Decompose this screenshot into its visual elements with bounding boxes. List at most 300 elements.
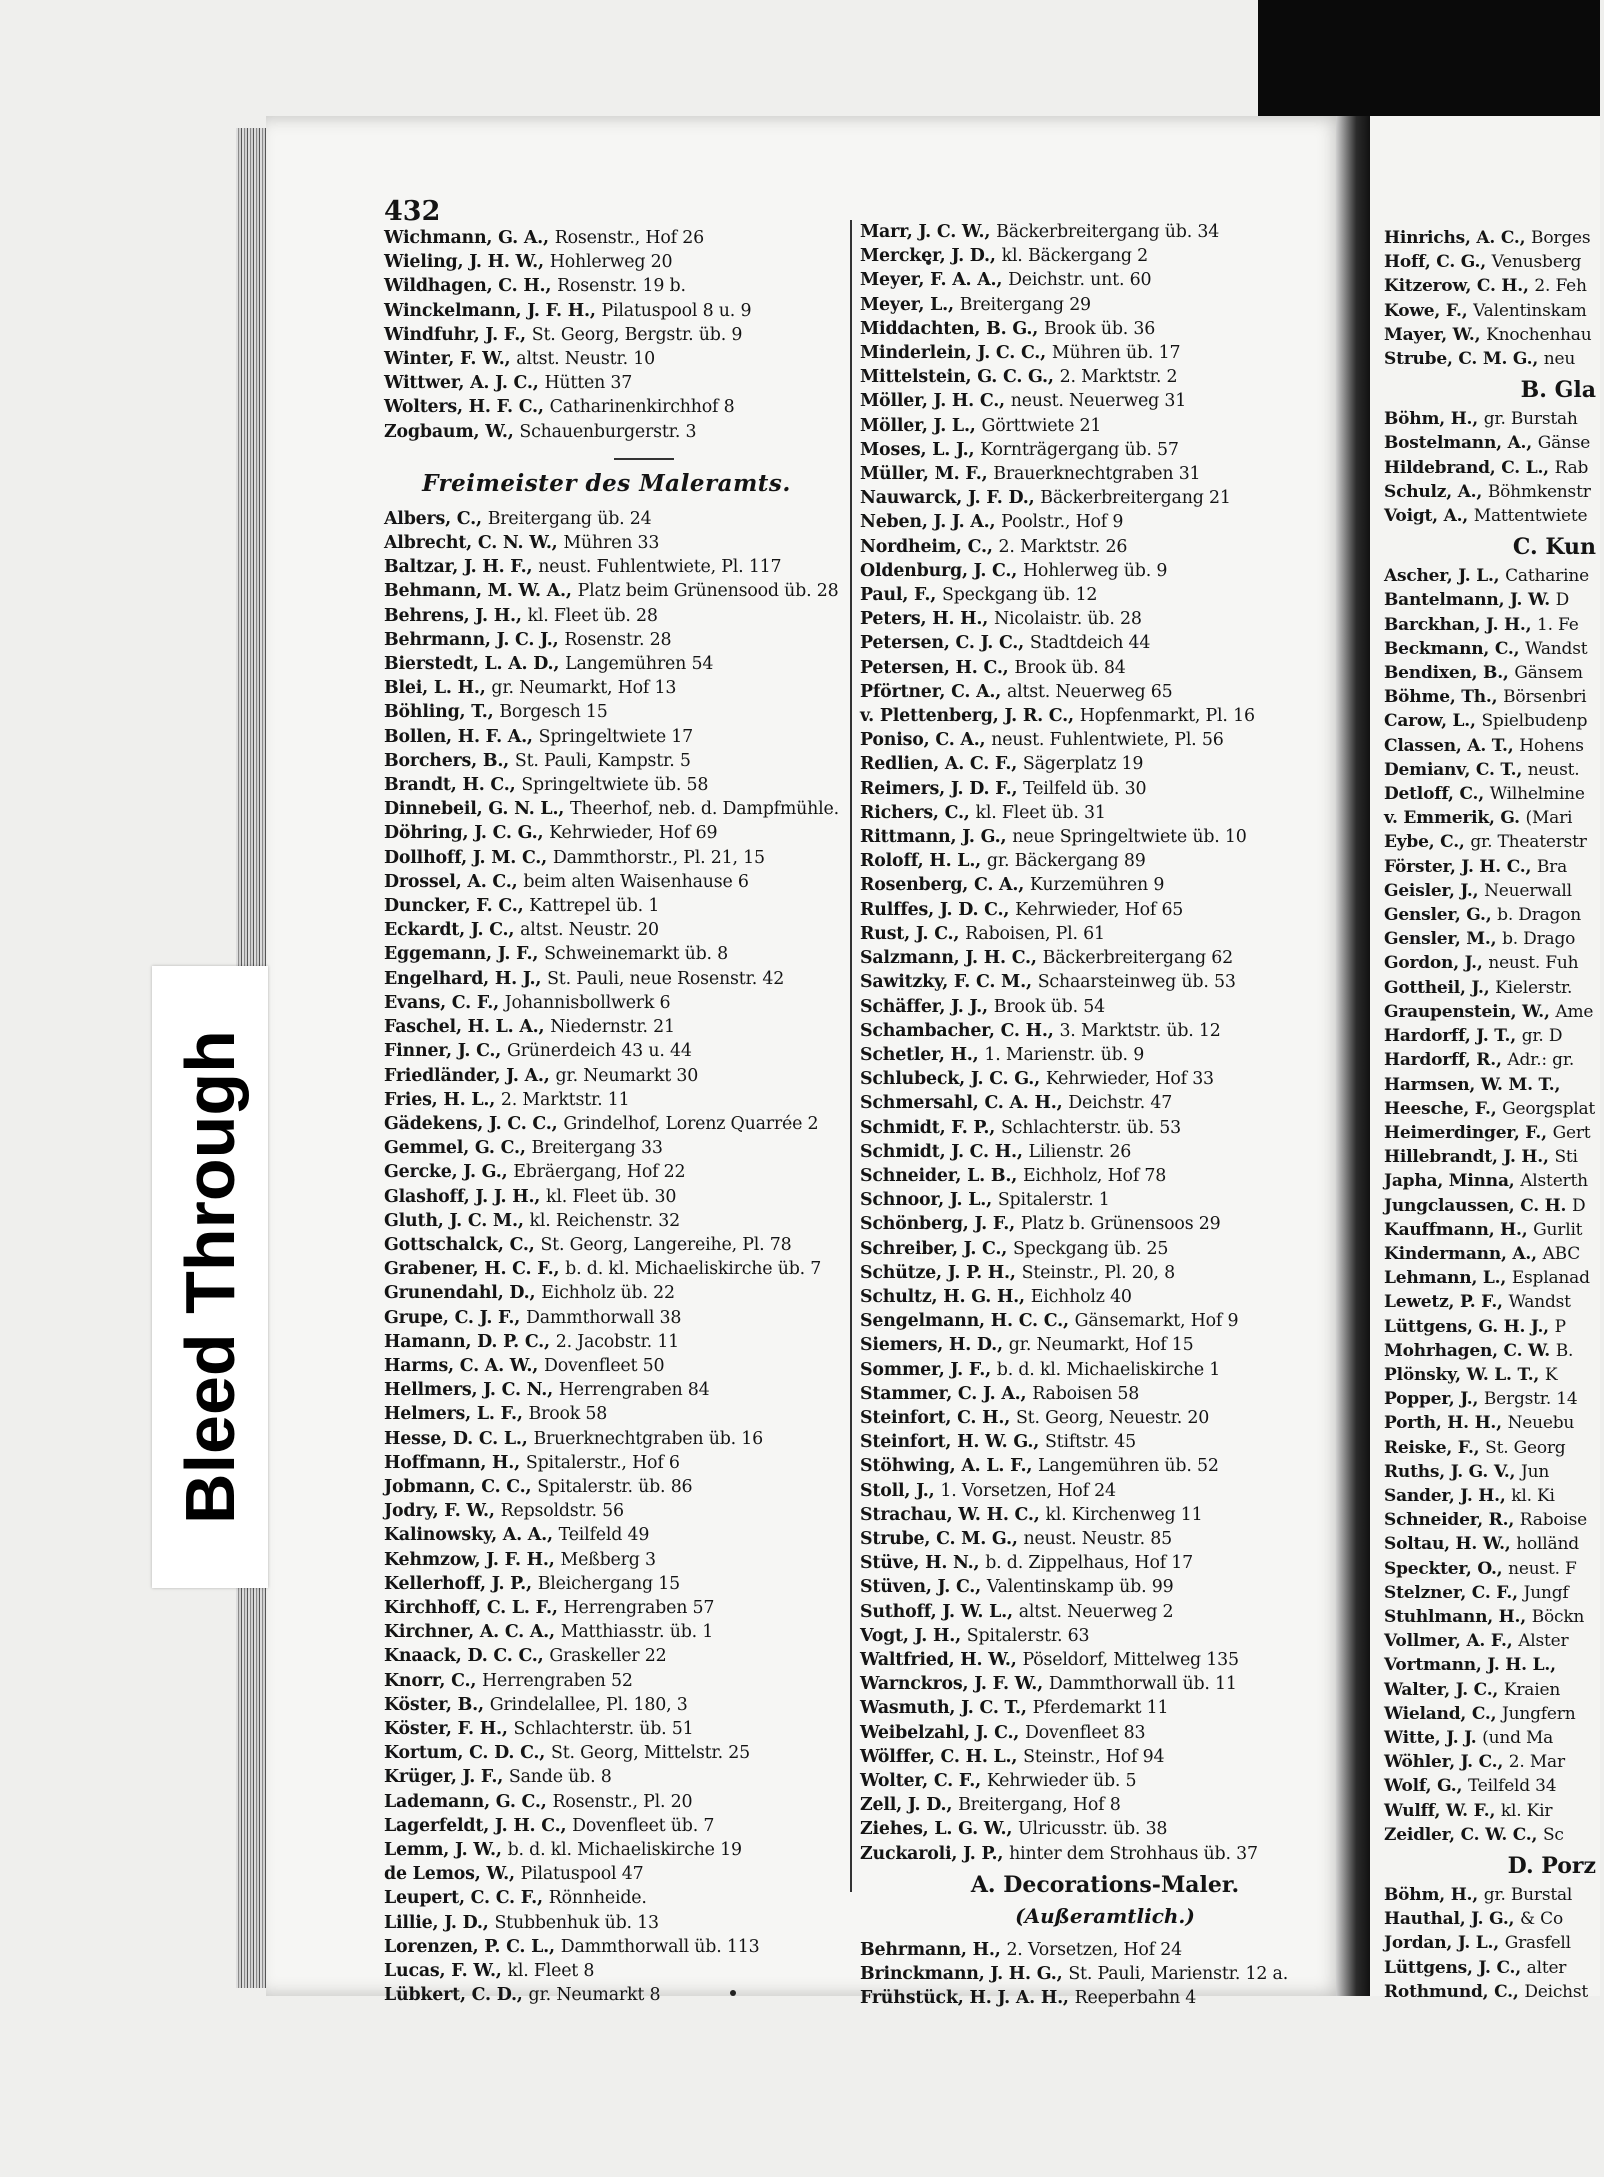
entry-name: Paul, F., [860, 585, 942, 606]
entry-name: Hesse, D. C. L., [384, 1428, 534, 1449]
entry-address: Wilhelmine [1489, 784, 1585, 805]
entry-address: Rönnheide. [548, 1888, 647, 1909]
entry-address: Hopfenmarkt, Pl. 16 [1079, 706, 1255, 727]
entry-address: Kurzemühren 9 [1029, 875, 1165, 896]
entry-address: Schauenburgerstr. 3 [519, 421, 697, 442]
entry-name: Schütze, J. P. H., [860, 1262, 1022, 1283]
directory-entry [384, 1814, 829, 1838]
directory-entry [1384, 1702, 1604, 1726]
directory-entry [860, 995, 1350, 1019]
directory-entry [860, 1285, 1350, 1309]
directory-entry [860, 656, 1350, 680]
entry-name: Detloff, C., [1384, 784, 1490, 805]
entry-address: altst. Neustr. 10 [516, 349, 655, 370]
entry-name: Stoll, J., [860, 1480, 941, 1501]
entry-name: Böhme, Th., [1384, 687, 1504, 708]
entry-name: Wöhler, J. C., [1384, 1752, 1509, 1773]
entry-name: Graupenstein, W., [1384, 1001, 1556, 1022]
entry-name: Zuckaroli, J. P., [860, 1843, 1010, 1864]
entry-address: Teilfeld üb. 30 [1023, 778, 1147, 799]
entry-name: Hoff, C. G., [1384, 252, 1492, 273]
entry-address: Meßberg 3 [560, 1549, 656, 1570]
entry-name: Lüttgens, G. H. J., [1384, 1316, 1555, 1337]
entry-name: Schlubeck, J. C. G., [860, 1069, 1046, 1090]
directory-entry [1384, 927, 1604, 951]
entry-address: 1. Vorsetzen, Hof 24 [940, 1480, 1116, 1501]
decoration-subheading: (Außeramtlich.) [1015, 1903, 1195, 1928]
entry-address: St. Pauli, neue Rosenstr. 42 [547, 968, 785, 989]
directory-entry [1384, 504, 1604, 528]
directory-entry [860, 1503, 1350, 1527]
entry-name: Vollmer, A. F., [1384, 1631, 1519, 1652]
entry-name: Witte, J. J. [1384, 1727, 1483, 1748]
directory-entry [1384, 407, 1604, 431]
directory-entry [860, 1188, 1350, 1212]
entry-address: gr. Neumarkt 30 [555, 1065, 699, 1086]
entry-name: Redlien, A. C. F., [860, 754, 1023, 775]
entry-name: Bierstedt, L. A. D., [384, 654, 566, 675]
entry-name: Voigt, A., [1384, 506, 1474, 527]
entry-address: Stubbenhuk üb. 13 [494, 1912, 659, 1933]
directory-entry [860, 1043, 1350, 1067]
directory-entry [1384, 782, 1604, 806]
entry-name: Marr, J. C. W., [860, 222, 997, 242]
entry-address: kl. Fleet üb. 30 [546, 1186, 677, 1207]
entry-name: Gensler, M., [1384, 929, 1503, 950]
entry-name: Lübkert, C. D., [384, 1985, 529, 2006]
entry-address: hinter dem Strohhaus üb. 37 [1009, 1843, 1258, 1864]
entry-name: Kirchner, A. C. A., [384, 1622, 561, 1643]
entry-address: Schweinemarkt üb. 8 [544, 944, 729, 965]
entry-name: Schmidt, F. P., [860, 1117, 1001, 1138]
entry-name: Plönsky, W. L. T., [1384, 1364, 1545, 1385]
entry-address: Springeltwiete 17 [538, 726, 694, 747]
entry-name: Grunendahl, D., [384, 1283, 542, 1304]
entry-address: Jun [1521, 1461, 1550, 1482]
directory-entry [860, 801, 1350, 825]
directory-entry [384, 1717, 829, 1741]
entry-address: Poolstr., Hof 9 [1001, 512, 1124, 533]
right-column [1384, 226, 1604, 2004]
entry-address: Görttwiete 21 [981, 415, 1102, 436]
entry-address: Sägerplatz 19 [1022, 754, 1144, 775]
directory-entry [1384, 1956, 1604, 1980]
entry-address: Knochenhau [1486, 324, 1592, 345]
directory-entry [1384, 1557, 1604, 1581]
entry-address: Neuerwall [1484, 880, 1572, 901]
entry-name: Heimerdinger, F., [1384, 1122, 1553, 1143]
directory-entry [1384, 1931, 1604, 1955]
directory-entry [860, 1600, 1350, 1624]
entry-name: Richers, C., [860, 802, 976, 823]
entry-name: Faschel, H. L. A., [384, 1017, 551, 1038]
entry-name: Pförtner, C. A., [860, 681, 1007, 702]
entry-name: Lehmann, L., [1384, 1268, 1512, 1289]
entry-name: Meyer, L., [860, 294, 960, 315]
entry-name: Minderlein, J. C. C., [860, 343, 1052, 364]
directory-entry [384, 1015, 829, 1039]
entry-name: Gordon, J., [1384, 953, 1489, 974]
entry-address: Raboisen 58 [1032, 1383, 1140, 1404]
directory-entry [384, 821, 829, 845]
entry-address: St. Pauli, Marienstr. 12 a. [1068, 1964, 1289, 1985]
directory-entry [1384, 250, 1604, 274]
directory-entry [1384, 806, 1604, 830]
entry-address: Dovenfleet 83 [1025, 1722, 1146, 1743]
section-heading: Freimeister des Maleramts. [422, 469, 791, 497]
directory-entry [860, 1067, 1350, 1091]
entry-name: Finner, J. C., [384, 1041, 507, 1062]
entry-name: Wolf, G., [1384, 1776, 1468, 1797]
directory-entry [1384, 734, 1604, 758]
entry-name: Nordheim, C., [860, 536, 999, 557]
entry-address: Lilienstr. 26 [1028, 1141, 1132, 1162]
directory-entry [384, 725, 829, 749]
entry-address: holländ [1516, 1534, 1579, 1555]
directory-entry [384, 846, 829, 870]
bleed-through-label-text: Bleed Through [171, 1030, 249, 1524]
right-heading-d: D. Porz [1507, 1853, 1596, 1879]
directory-entry [384, 1596, 829, 1620]
entry-name: Winckelmann, J. F. H., [384, 300, 602, 321]
entry-name: Hildebrand, C. L., [1384, 457, 1555, 478]
directory-entry [860, 341, 1350, 365]
directory-entry [1384, 1726, 1604, 1750]
directory-entry [1384, 1460, 1604, 1484]
directory-entry [384, 1209, 829, 1233]
directory-entry [860, 317, 1350, 341]
directory-entry [1384, 1883, 1604, 1907]
entry-address: 1. Marienstr. üb. 9 [984, 1044, 1145, 1065]
directory-entry [384, 395, 829, 419]
entry-address: Gänsemarkt, Hof 9 [1074, 1311, 1239, 1332]
directory-entry [384, 1644, 829, 1668]
directory-entry [860, 1575, 1350, 1599]
entry-name: Heesche, F., [1384, 1098, 1503, 1119]
directory-entry [860, 1261, 1350, 1285]
entry-address: Rosenstr. 19 b. [557, 276, 686, 297]
entry-name: Schreiber, J. C., [860, 1238, 1013, 1259]
entry-address: Alster [1518, 1631, 1569, 1652]
entry-address: Springeltwiete üb. 58 [521, 775, 709, 796]
entry-address: Eichholz 40 [1030, 1286, 1132, 1307]
directory-entry [384, 1790, 829, 1814]
entry-address: Breitergang 33 [531, 1138, 663, 1159]
entry-address: neust. Fuhlentwiete, Pl. 56 [991, 730, 1224, 751]
entry-name: Leupert, C. C. F., [384, 1888, 549, 1909]
directory-entry [860, 631, 1350, 655]
directory-entry [384, 1669, 829, 1693]
directory-entry [860, 849, 1350, 873]
entry-address: Gänsem [1514, 663, 1583, 684]
entry-address: Dovenfleet 50 [544, 1355, 665, 1376]
directory-entry [860, 1333, 1350, 1357]
directory-entry [1384, 226, 1604, 250]
directory-list-decoration [860, 1938, 1350, 2011]
entry-address: P [1554, 1316, 1566, 1337]
entry-address: Kehrwieder üb. 5 [986, 1771, 1137, 1791]
entry-name: Borchers, B., [384, 750, 515, 771]
entry-name: Böhm, H., [1384, 409, 1484, 430]
directory-entry [384, 773, 829, 797]
entry-address: Repsoldstr. 56 [500, 1501, 624, 1522]
directory-entry [860, 898, 1350, 922]
entry-address: Gurlit [1533, 1219, 1583, 1240]
entry-name: Hardorff, R., [1384, 1050, 1508, 1071]
entry-name: Stelzner, C. F., [1384, 1582, 1524, 1603]
directory-entry [384, 1523, 829, 1547]
entry-address: Pilatuspool 8 u. 9 [601, 300, 752, 321]
entry-address: Reeperbahn 4 [1074, 1988, 1197, 2009]
entry-address: (Mari [1525, 808, 1573, 829]
entry-address: Kornträgergang üb. 57 [980, 439, 1179, 460]
entry-address: Deichstr. unt. 60 [1008, 270, 1152, 291]
entry-address: 1. Fe [1537, 614, 1579, 635]
entry-name: Glashoff, J. J. H., [384, 1186, 547, 1207]
directory-entry [860, 704, 1350, 728]
directory-entry [1384, 1242, 1604, 1266]
directory-entry [860, 559, 1350, 583]
right-heading-b: B. Gla [1520, 377, 1596, 404]
entry-name: Beckmann, C., [1384, 638, 1526, 659]
entry-address: Steinstr., Pl. 20, 8 [1021, 1262, 1176, 1283]
entry-address: Deichstr. 47 [1068, 1093, 1173, 1114]
entry-name: Förster, J. H. C., [1384, 856, 1537, 877]
entry-address: Ame [1555, 1001, 1594, 1022]
entry-address: b. d. Zippelhaus, Hof 17 [985, 1553, 1194, 1574]
entry-name: Bantelmann, J. W. [1384, 590, 1556, 611]
directory-entry [860, 268, 1350, 292]
entry-address: Teilfeld 34 [1467, 1776, 1557, 1797]
entry-address: Spitalerstr. üb. 86 [537, 1476, 693, 1497]
entry-address: Hohlerweg üb. 9 [1022, 560, 1168, 581]
entry-name: Mohrhagen, C. W. [1384, 1340, 1556, 1361]
entry-name: Friedländer, J. A., [384, 1065, 556, 1086]
entry-name: Kehmzow, J. F. H., [384, 1549, 561, 1570]
directory-entry [1384, 1581, 1604, 1605]
directory-entry [860, 1551, 1350, 1575]
entry-address: Rosenstr., Pl. 20 [552, 1791, 693, 1812]
entry-address: beim alten Waisenhause 6 [523, 871, 749, 892]
directory-entry [1384, 1907, 1604, 1931]
entry-address: Kraien [1503, 1679, 1561, 1700]
directory-entry [1384, 1387, 1604, 1411]
directory-entry [384, 1838, 829, 1862]
directory-entry [860, 752, 1350, 776]
entry-address: Kehrwieder, Hof 69 [549, 823, 718, 844]
directory-entry [860, 438, 1350, 462]
directory-entry [1384, 456, 1604, 480]
entry-name: Schulz, A., [1384, 481, 1488, 502]
directory-entry [384, 700, 829, 724]
bleed-through-label [152, 966, 268, 1588]
directory-entry [1384, 1678, 1604, 1702]
directory-entry [1384, 951, 1604, 975]
directory-entry [384, 1257, 829, 1281]
directory-entry [1384, 1605, 1604, 1629]
entry-address: Deichst [1524, 1981, 1589, 2002]
entry-address: St. Georg, Mittelstr. 25 [551, 1743, 751, 1764]
directory-entry [1384, 299, 1604, 323]
directory-entry [384, 323, 829, 347]
directory-entry [1384, 1774, 1604, 1798]
entry-name: Classen, A. T., [1384, 735, 1520, 756]
directory-entry [1384, 613, 1604, 637]
directory-entry [1384, 685, 1604, 709]
entry-address: Jungf [1523, 1582, 1569, 1603]
entry-name: Lorenzen, P. C. L., [384, 1936, 561, 1957]
entry-address: Grünerdeich 43 u. 44 [507, 1041, 692, 1062]
entry-address: St. Pauli, Kampstr. 5 [514, 750, 691, 771]
directory-entry [384, 894, 829, 918]
entry-address: Raboisen, Pl. 61 [965, 923, 1105, 944]
entry-name: Schäffer, J. J., [860, 996, 994, 1017]
entry-name: Weibelzahl, J. C., [860, 1722, 1026, 1743]
entry-name: Strube, C. M. G., [860, 1528, 1024, 1549]
scanner-background [1258, 0, 1600, 116]
directory-entry [1384, 347, 1604, 371]
entry-address: Valentinskamp üb. 99 [986, 1577, 1174, 1598]
entry-address: 2. Marktstr. 26 [998, 536, 1128, 557]
entry-address: b. d. kl. Michaeliskirche 1 [996, 1359, 1221, 1380]
directory-entry [1384, 855, 1604, 879]
entry-name: Steinfort, C. H., [860, 1407, 1016, 1428]
directory-list-middle [860, 220, 1350, 1866]
directory-entry [1384, 1169, 1604, 1193]
entry-address: Stiftstr. 45 [1044, 1432, 1136, 1453]
entry-name: Schneider, R., [1384, 1510, 1520, 1531]
directory-entry [1384, 480, 1604, 504]
directory-entry [860, 1696, 1350, 1720]
entry-name: Stüve, H. N., [860, 1553, 986, 1574]
entry-name: Ziehes, L. G. W., [860, 1819, 1019, 1840]
section-divider [614, 458, 674, 460]
entry-address: Kehrwieder, Hof 65 [1015, 899, 1184, 920]
entry-name: Wichmann, G. A., [384, 228, 555, 248]
directory-entry [860, 486, 1350, 510]
book-gutter [1336, 116, 1370, 1996]
entry-address: Hohlerweg 20 [549, 252, 673, 273]
entry-name: Bostelmann, A., [1384, 433, 1538, 454]
entry-address: gr. Neumarkt 8 [528, 1985, 661, 2006]
entry-name: Jungclaussen, C. H. [1384, 1195, 1572, 1216]
directory-entry [1384, 1799, 1604, 1823]
directory-entry [384, 226, 829, 250]
entry-name: Köster, B., [384, 1694, 490, 1715]
entry-address: Brook 58 [528, 1404, 608, 1425]
directory-entry [860, 1986, 1350, 2010]
entry-name: Strachau, W. H. C., [860, 1504, 1046, 1525]
entry-address: kl. Kirchenweg 11 [1045, 1504, 1203, 1525]
entry-name: Ascher, J. L., [1384, 566, 1506, 587]
directory-entry [860, 1842, 1350, 1866]
directory-entry [860, 1648, 1350, 1672]
entry-name: Stüven, J. C., [860, 1577, 987, 1598]
entry-name: Brandt, H. C., [384, 775, 522, 796]
entry-name: Gädekens, J. C. C., [384, 1113, 564, 1134]
directory-entry [384, 1306, 829, 1330]
entry-address: Bergstr. 14 [1483, 1389, 1578, 1410]
entry-name: Lemm, J. W., [384, 1840, 508, 1860]
entry-name: Gercke, J. G., [384, 1162, 514, 1183]
entry-name: Rosenberg, C. A., [860, 875, 1030, 896]
entry-name: Sawitzky, F. C. M., [860, 972, 1038, 993]
entry-name: Rothmund, C., [1384, 1981, 1525, 2002]
directory-entry [860, 1745, 1350, 1769]
entry-name: Rittmann, J. G., [860, 827, 1013, 848]
entry-address: kl. Bäckergang 2 [1001, 246, 1149, 267]
entry-name: Lewetz, P. F., [1384, 1292, 1509, 1313]
entry-name: Eybe, C., [1384, 832, 1471, 853]
entry-name: Petersen, H. C., [860, 657, 1015, 678]
entry-name: Roloff, H. L., [860, 851, 987, 872]
directory-entry [384, 1572, 829, 1596]
entry-name: Kirchhoff, C. L. F., [384, 1597, 564, 1618]
entry-name: Hauthal, J. G., [1384, 1909, 1520, 1930]
entry-name: Salzmann, J. H. C., [860, 948, 1043, 969]
entry-address: Neuebu [1507, 1413, 1575, 1434]
entry-address: Bäckerbreitergang 21 [1040, 488, 1231, 509]
directory-entry [384, 797, 839, 821]
entry-address: Hütten 37 [544, 373, 633, 394]
directory-entry [860, 293, 1350, 317]
directory-entry [860, 1721, 1350, 1745]
entry-name: Knaack, D. C. C., [384, 1646, 550, 1667]
directory-entry [860, 365, 1350, 389]
entry-name: Wieland, C., [1384, 1703, 1503, 1724]
entry-name: Peters, H. H., [860, 609, 994, 630]
entry-address: Jungfern [1502, 1703, 1576, 1724]
right-page [1370, 116, 1600, 2002]
directory-entry [1384, 830, 1604, 854]
directory-entry [860, 1019, 1350, 1043]
directory-entry [860, 607, 1350, 631]
entry-name: Stuhlmann, H., [1384, 1606, 1532, 1627]
entry-address: Herrengraben 57 [563, 1597, 715, 1618]
directory-entry [384, 250, 829, 274]
entry-name: Gemmel, G. C., [384, 1138, 532, 1159]
entry-address: Bäckerbreitergang 62 [1042, 948, 1234, 969]
entry-address: Sc [1542, 1824, 1564, 1845]
entry-address: 2. Marktstr. 2 [1059, 367, 1178, 388]
entry-name: Harmsen, W. M. T., [1384, 1074, 1561, 1095]
entry-name: v. Plettenberg, J. R. C., [860, 706, 1080, 727]
directory-list-right-d [1384, 1883, 1604, 2004]
entry-address: Alsterth [1520, 1171, 1588, 1192]
entry-address: Matthiasstr. üb. 1 [560, 1622, 714, 1643]
entry-name: Möller, J. H. C., [860, 391, 1011, 412]
directory-entry [1384, 1532, 1604, 1556]
entry-address: Borgesch 15 [499, 702, 608, 723]
entry-address: Teilfeld 49 [558, 1525, 650, 1546]
directory-entry [384, 870, 829, 894]
entry-name: Warnckros, J. F. W., [860, 1674, 1049, 1695]
entry-address: neust. Neustr. 85 [1023, 1528, 1173, 1549]
directory-entry [1384, 1290, 1604, 1314]
entry-address: Georgsplat [1502, 1098, 1596, 1119]
directory-entry [384, 918, 829, 942]
entry-address: ABC [1542, 1243, 1581, 1264]
entry-name: Reiske, F., [1384, 1437, 1486, 1458]
entry-address: Borges [1531, 228, 1591, 248]
entry-address: Adr.: gr. [1507, 1050, 1575, 1071]
entry-name: Behrens, J. H., [384, 605, 528, 626]
directory-entry [1384, 1339, 1604, 1363]
directory-entry [384, 531, 829, 555]
entry-name: Jordan, J. L., [1384, 1933, 1505, 1954]
entry-address: Bleichergang 15 [537, 1573, 680, 1594]
directory-entry [1384, 1097, 1604, 1121]
